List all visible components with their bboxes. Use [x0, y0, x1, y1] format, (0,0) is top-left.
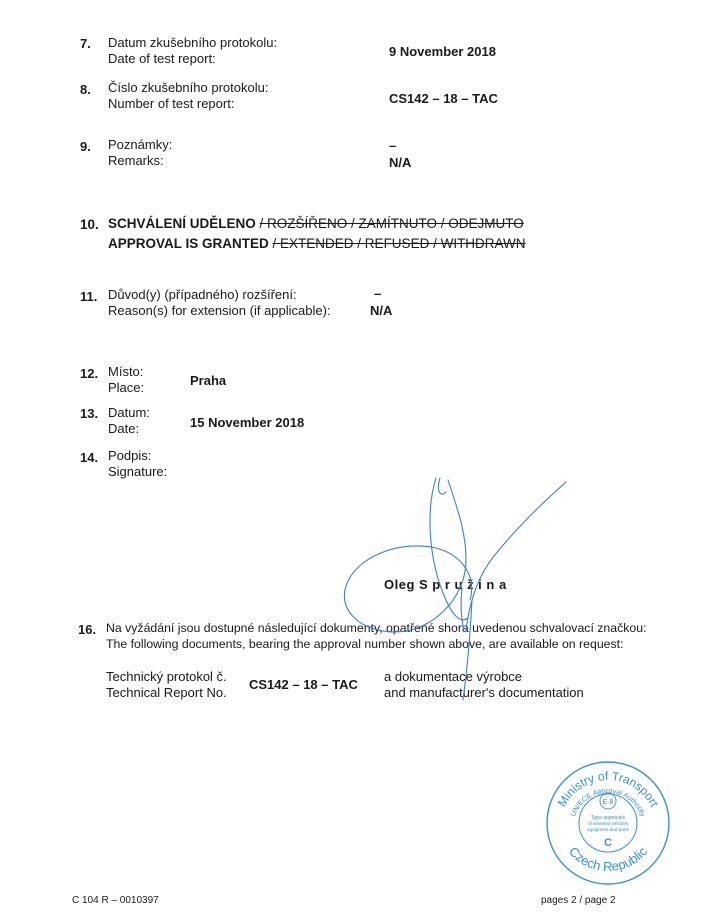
approval-struck-options-en: / EXTENDED / REFUSED / WITHDRAWN	[272, 236, 526, 251]
item-14-number: 14.	[80, 450, 99, 465]
footer-document-code: C 104 R – 0010397	[72, 895, 159, 906]
approval-status-cz	[108, 214, 524, 233]
item-10-number: 10.	[80, 217, 99, 232]
technical-protocol-label-en: Technical Report No.	[106, 685, 227, 700]
approval-granted-en: APPROVAL IS GRANTED	[108, 236, 269, 251]
item-16-label-en: The following documents, bearing the approval number shown above, are available on request:	[106, 637, 624, 651]
item-14-label-en: Signature:	[108, 464, 168, 479]
test-report-number: CS142 – 18 – TAC	[389, 91, 498, 106]
stamp-line-2: of wheeled vehicles	[587, 821, 629, 826]
item-13-number: 13.	[80, 406, 99, 421]
stamp-line-1: Type approvals	[591, 815, 625, 821]
item-8-label-en: Number of test report:	[108, 96, 235, 111]
signatory-name: Oleg S p r u ž i n a	[384, 577, 507, 592]
test-report-date: 9 November 2018	[389, 44, 496, 59]
item-16-number: 16.	[78, 622, 97, 637]
item-9-label-cz: Poznámky:	[108, 137, 173, 152]
extension-dash: –	[374, 286, 382, 301]
manufacturer-docs-cz: a dokumentace výrobce	[384, 669, 523, 684]
stamp-letter: C	[604, 837, 612, 849]
stamp-top-arc: Ministry of Transport	[554, 768, 662, 810]
item-11-label-cz: Důvod(y) (případného) rozšíření:	[108, 287, 297, 302]
date-value: 15 November 2018	[190, 415, 305, 430]
stamp-inner-arc: UN/ECE Approval Authority	[568, 785, 648, 818]
item-7-label-en: Date of test report:	[108, 51, 216, 66]
manufacturer-docs-en: and manufacturer's documentation	[384, 685, 584, 700]
item-14-label-cz: Podpis:	[108, 448, 152, 463]
item-12-label-cz: Místo:	[108, 364, 144, 379]
item-13-label-cz: Datum:	[108, 405, 150, 420]
footer-page-number: pages 2 / page 2	[541, 895, 616, 906]
technical-protocol-number: CS142 – 18 – TAC	[249, 677, 358, 692]
item-9-number: 9.	[80, 139, 91, 154]
approval-struck-options-cz: / ROZŠÍŘENO / ZAMÍTNUTO / ODEJMUTO	[259, 216, 524, 231]
item-16-label-cz: Na vyžádání jsou dostupné následující dokumenty, opatřené shora uvedenou schvalovací značkou:	[106, 621, 647, 635]
item-8-number: 8.	[80, 82, 91, 97]
stamp-line-3: equipment and parts	[587, 827, 629, 832]
item-13-label-en: Date:	[108, 421, 140, 436]
place-value: Praha	[190, 373, 227, 388]
stamp-bottom-arc: Czech Republic	[565, 843, 651, 875]
item-12-label-en: Place:	[108, 380, 145, 395]
item-8-label-cz: Číslo zkušebního protokolu:	[108, 80, 269, 95]
item-9-label-en: Remarks:	[108, 153, 164, 168]
item-7-number: 7.	[80, 36, 91, 51]
item-11-label-en: Reason(s) for extension (if applicable):	[108, 303, 331, 318]
stamp-e-mark: E 8	[602, 797, 614, 806]
technical-protocol-label-cz: Technický protokol č.	[106, 669, 227, 684]
approval-granted-cz: SCHVÁLENÍ UDĚLENO	[108, 216, 256, 231]
item-12-number: 12.	[80, 366, 99, 381]
item-11-number: 11.	[80, 289, 98, 304]
approval-authority-stamp	[543, 758, 673, 888]
approval-status-en	[108, 234, 526, 253]
remarks-dash: –	[389, 138, 397, 153]
extension-reason-value: N/A	[370, 303, 393, 318]
item-7-label-cz: Datum zkušebního protokolu:	[108, 35, 278, 50]
remarks-value: N/A	[389, 155, 412, 170]
